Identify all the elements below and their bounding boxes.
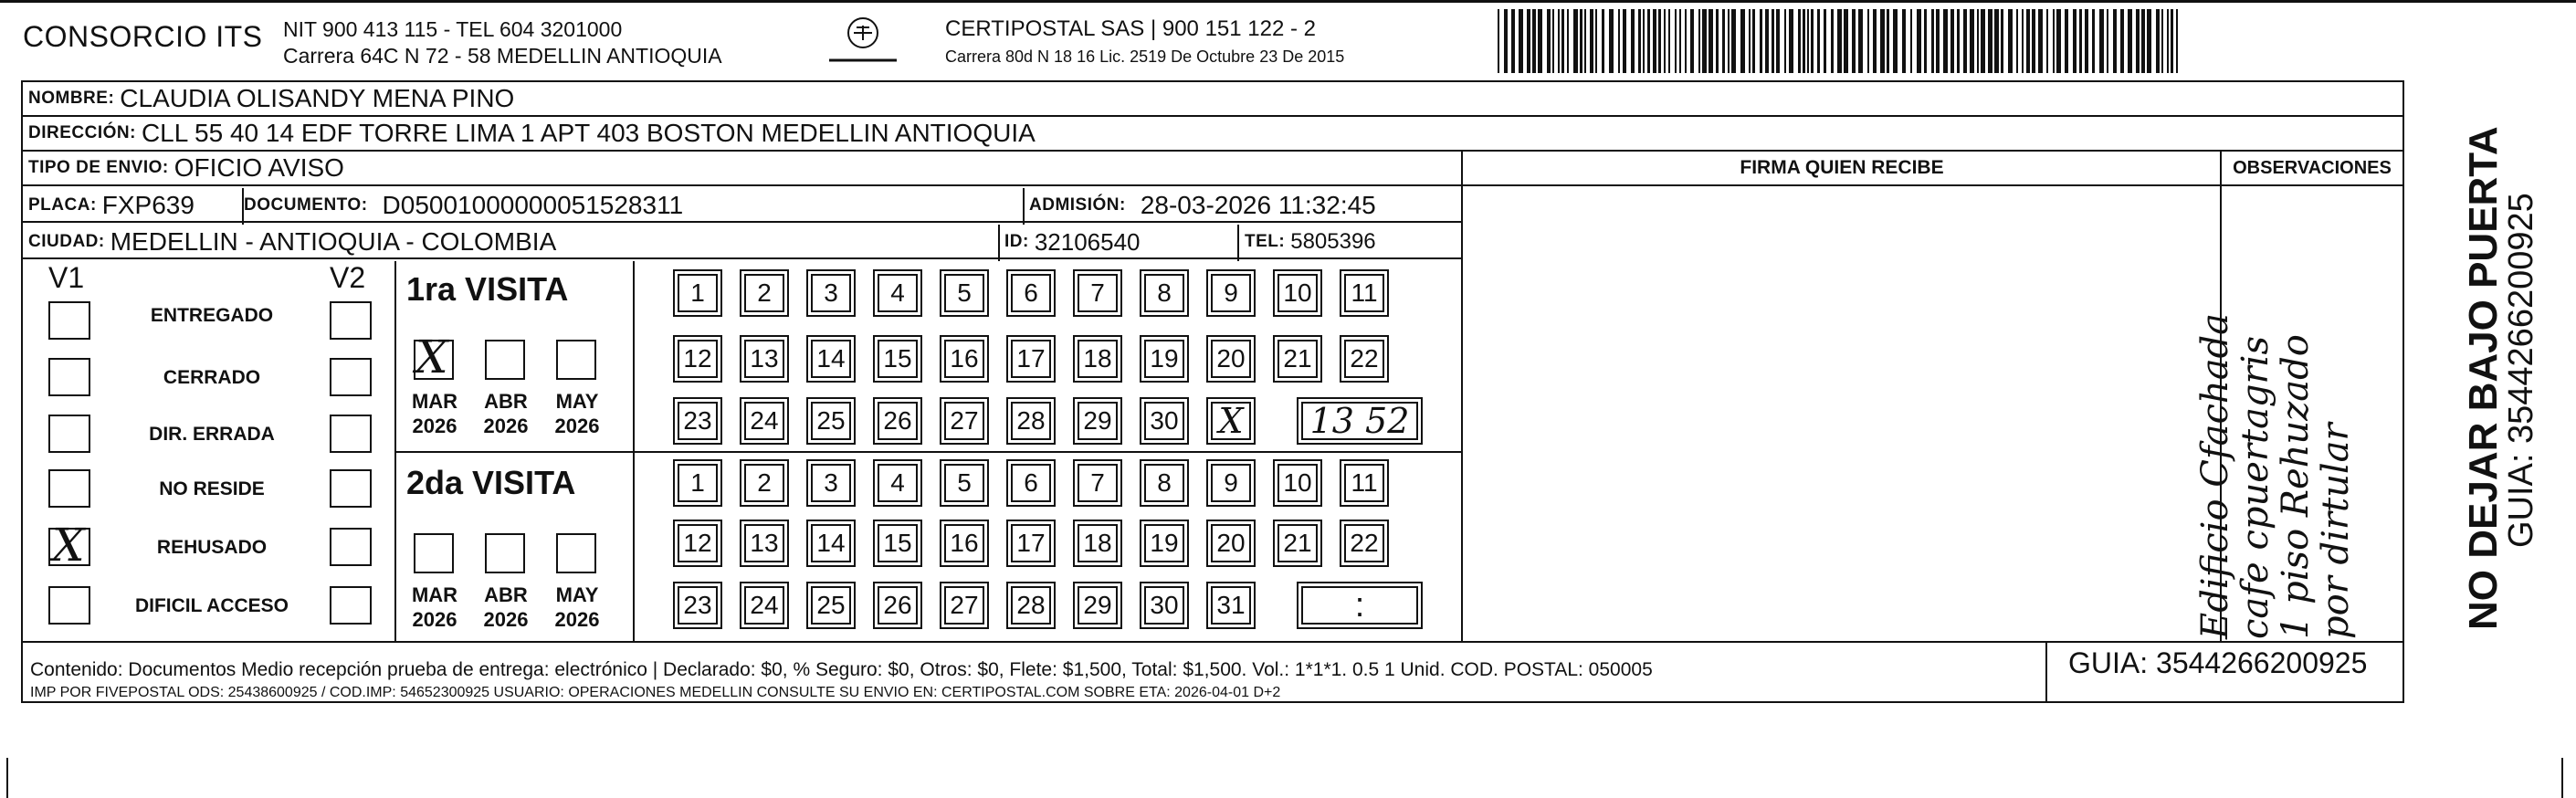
day-box[interactable]: 22 (1344, 524, 1384, 562)
barcode-bar (2085, 9, 2088, 73)
day-box[interactable]: 11 (1344, 274, 1384, 312)
barcode-bar (1844, 9, 1848, 73)
month-checkbox[interactable] (485, 533, 525, 573)
ciudad-label: CIUDAD: (28, 232, 105, 251)
id-value: 32106540 (1034, 227, 1141, 256)
day-box[interactable]: 9 (1211, 464, 1251, 502)
divider (242, 188, 244, 225)
status-reason: REHUSADO (156, 537, 268, 558)
barcode-bar (1924, 9, 1927, 73)
day-box[interactable]: 25 (811, 586, 851, 625)
barcode-bar (1950, 9, 1954, 73)
barcode-bar (2026, 9, 2030, 73)
barcode-bar (2079, 9, 2082, 73)
month-year: 2026 (554, 415, 600, 437)
month-label (474, 583, 538, 632)
barcode-bar (2176, 9, 2178, 73)
month-year: 2026 (412, 608, 457, 631)
barcode-bar (1776, 9, 1780, 73)
barcode-bar (2001, 9, 2003, 73)
barcode-bar (1623, 9, 1626, 73)
certipostal-logo (822, 13, 904, 68)
barcode-bar (1595, 9, 1597, 73)
v2-checkbox[interactable] (330, 469, 372, 508)
barcode-bar (1784, 9, 1786, 73)
day-box[interactable]: 12 (678, 340, 718, 378)
direccion-value: CLL 55 40 14 EDF TORRE LIMA 1 APT 403 BOSTON MEDELLIN ANTIOQUIA (141, 119, 1036, 147)
barcode-bar (2022, 9, 2024, 73)
day-box[interactable]: 10 (1277, 274, 1318, 312)
barcode-bar (1679, 9, 1681, 73)
month-check-mark: X (415, 331, 448, 383)
divider (998, 225, 1000, 261)
barcode-bar (1618, 9, 1620, 73)
barcode-bar (1873, 9, 1877, 73)
barcode-bar (1532, 9, 1536, 73)
barcode-bar (1647, 9, 1650, 73)
day-box[interactable]: 29 (1078, 402, 1118, 440)
day-box[interactable]: 20 (1211, 340, 1251, 378)
barcode-bar (1936, 9, 1940, 73)
barcode-bar (2171, 9, 2173, 73)
day-box[interactable]: 24 (744, 586, 784, 625)
barcode-bar (1709, 9, 1713, 73)
barcode-bar (1824, 9, 1826, 73)
day-box[interactable]: 17 (1011, 340, 1051, 378)
admision-cell (1029, 188, 1376, 223)
day-box[interactable]: 3 (811, 274, 851, 312)
v1-checkbox[interactable] (48, 358, 90, 396)
barcode-bar (1504, 9, 1508, 73)
day-31-mark[interactable]: X (1211, 402, 1251, 440)
admision-label: ADMISIÓN: (1029, 195, 1126, 215)
barcode-bar (1638, 9, 1641, 73)
day-box[interactable]: 28 (1011, 586, 1051, 625)
barcode-bar (1837, 9, 1842, 73)
day-box[interactable]: 20 (1211, 524, 1251, 562)
v1-checkbox[interactable] (48, 415, 90, 453)
day-box[interactable]: 14 (811, 524, 851, 562)
top-rule (0, 0, 2576, 3)
month-checkbox[interactable] (414, 533, 454, 573)
barcode-bar (1731, 9, 1736, 73)
barcode-bar (1893, 9, 1898, 73)
day-box[interactable]: 16 (944, 524, 984, 562)
barcode-bar (1811, 9, 1814, 73)
direccion-row (23, 117, 2403, 152)
visit1-title: 1ra VISITA (406, 270, 569, 308)
divider (1237, 225, 1239, 261)
barcode-bar (1561, 9, 1564, 73)
placa-cell (28, 188, 195, 223)
day-box[interactable]: 8 (1144, 274, 1184, 312)
barcode-bar (1957, 9, 1960, 73)
barcode-bar (1716, 9, 1719, 73)
barcode-bar (1698, 9, 1700, 73)
barcode-bar (2053, 9, 2055, 73)
barcode-bar (1527, 9, 1530, 73)
direccion-label: DIRECCIÓN: (28, 123, 136, 142)
barcode-bar (2073, 9, 2077, 73)
status-reason: DIFICIL ACCESO (134, 595, 289, 616)
barcode-bar (1977, 9, 1979, 73)
barcode-bar (1831, 9, 1834, 73)
day-box[interactable]: 26 (878, 402, 918, 440)
barcode-bar (1963, 9, 1967, 73)
day-box[interactable]: 11 (1344, 464, 1384, 502)
barcode-bar (1752, 9, 1755, 73)
month-checkbox[interactable] (485, 340, 525, 380)
tipo-row (23, 152, 1461, 186)
barcode-bar (1675, 9, 1677, 73)
day-box[interactable]: 4 (878, 274, 918, 312)
barcode-bar (1690, 9, 1694, 73)
nombre-row (23, 82, 2403, 117)
placa-label: PLACA: (28, 195, 97, 215)
day-box[interactable]: 23 (678, 402, 718, 440)
v2-checkbox[interactable] (330, 586, 372, 625)
day-box[interactable]: 18 (1078, 524, 1118, 562)
firma-divider (1461, 152, 1463, 643)
v1-checkbox[interactable] (48, 586, 90, 625)
month-label (403, 389, 467, 438)
month-year: 2026 (483, 415, 529, 437)
barcode-bar (1573, 9, 1578, 73)
nombre-label: NOMBRE: (28, 89, 115, 108)
barcode-bar (1580, 9, 1582, 73)
barcode-bar (1931, 9, 1934, 73)
barcode-bar (1887, 9, 1889, 73)
day-box[interactable]: 1 (678, 274, 718, 312)
status-reason: CERRADO (163, 367, 261, 388)
documento-cell (244, 188, 683, 223)
barcode-bar (1749, 9, 1751, 73)
barcode-bar (1519, 9, 1523, 73)
barcode-bar (1685, 9, 1687, 73)
day-box[interactable]: 4 (878, 464, 918, 502)
nit-line: NIT 900 413 115 - TEL 604 3201000 (283, 17, 623, 41)
month-name: MAR (411, 390, 458, 413)
barcode-bar (1643, 9, 1645, 73)
barcode-bar (1994, 9, 1999, 73)
barcode-bar (1538, 9, 1542, 73)
barcode-bar (2032, 9, 2035, 73)
barcode-bar (1902, 9, 1906, 73)
barcode-bar (1653, 9, 1656, 73)
day-box[interactable]: 5 (944, 274, 984, 312)
day-box[interactable]: 10 (1277, 464, 1318, 502)
company-name: CONSORCIO ITS (23, 20, 263, 53)
barcode-bar (1867, 9, 1869, 73)
company-contact (283, 16, 722, 69)
barcode-bar (1631, 9, 1635, 73)
barcode-bar (1658, 9, 1661, 73)
month-name: MAY (555, 583, 599, 606)
barcode-bar (2092, 9, 2095, 73)
barcode-bar (2038, 9, 2043, 73)
barcode-bar (2136, 9, 2140, 73)
ciudad-value: MEDELLIN - ANTIOQUIA - COLOMBIA (110, 227, 557, 256)
barcode-bar (1702, 9, 1707, 73)
placa-value: FXP639 (101, 191, 195, 219)
cut-marks (0, 758, 2576, 798)
divider (1023, 188, 1025, 225)
day-box[interactable]: 7 (1078, 464, 1118, 502)
v2-header: V2 (330, 261, 366, 294)
barcode-bar (1740, 9, 1745, 73)
firma-header: FIRMA QUIEN RECIBE (1463, 152, 2221, 186)
side-guia: GUIA: 3544266200925 (2502, 193, 2540, 548)
month-name: ABR (484, 390, 528, 413)
month-checkbox[interactable] (556, 340, 596, 380)
footer-imp: IMP POR FIVEPOSTAL ODS: 25438600925 / COD.IMP: 54652300925 USUARIO: OPERACIONES MEDELLIN CONSULTE SU ENVIO EN: CERTIPOSTAL.COM SOBRE ETA: 2026-04-01 D+2 (30, 685, 1281, 700)
day-box[interactable]: 6 (1011, 464, 1051, 502)
v2-checkbox[interactable] (330, 415, 372, 453)
month-year: 2026 (483, 608, 529, 631)
barcode-bar (2065, 9, 2068, 73)
barcode-bar (1552, 9, 1554, 73)
barcode-bar (1798, 9, 1801, 73)
barcode-bar (1668, 9, 1670, 73)
barcode-bar (2128, 9, 2132, 73)
day-box[interactable]: 21 (1277, 524, 1318, 562)
certipostal-name: CERTIPOSTAL SAS | 900 151 122 - 2 (945, 16, 1316, 41)
barcode-bar (1772, 9, 1774, 73)
barcode-bar (1817, 9, 1820, 73)
obs-line: cafe cpuertagris (2234, 336, 2276, 639)
day-box[interactable]: 1 (678, 464, 718, 502)
day-box[interactable]: 13 (744, 340, 784, 378)
no-dejar-bajo-puerta: NO DEJAR BAJO PUERTA (2461, 126, 2506, 630)
nombre-value: CLAUDIA OLISANDY MENA PINO (120, 84, 515, 112)
footer-contenido: Contenido: Documentos Medio recepción prueba de entrega: electrónico | Declarado: $0, % Seguro: $0, Otros: $0, Flete: $1,500, Total: $1,500. Vol.: 1*1*1. 0.5 1 Unid. COD. POSTAL: 050005 (30, 659, 1653, 680)
v2-checkbox[interactable] (330, 358, 372, 396)
tipo-value: OFICIO AVISO (173, 153, 344, 182)
tel-value: 5805396 (1290, 229, 1376, 254)
barcode-bar (1910, 9, 1912, 73)
tel-cell (1245, 225, 1376, 259)
day-box[interactable]: 30 (1144, 402, 1184, 440)
barcode-bar (1803, 9, 1805, 73)
month-label (545, 389, 609, 438)
visit2-time[interactable]: : (1301, 586, 1418, 625)
barcode-bar (1807, 9, 1809, 73)
day-box[interactable]: 19 (1144, 340, 1184, 378)
guide-form (21, 80, 2404, 703)
obs-line: Edificio Cfachada (2194, 313, 2236, 639)
barcode-bar (1943, 9, 1948, 73)
day-box[interactable]: 13 (744, 524, 784, 562)
certipostal-address: Carrera 80d N 18 16 Lic. 2519 De Octubre 23 De 2015 (945, 47, 1345, 66)
barcode-bar (1880, 9, 1885, 73)
barcode-bar (1609, 9, 1614, 73)
v1-checkbox[interactable] (48, 301, 90, 340)
barcode-bar (1664, 9, 1666, 73)
barcode-bar (2107, 9, 2108, 73)
barcode-bar (2099, 9, 2104, 73)
barcode-bar (2167, 9, 2169, 73)
barcode-bar (1584, 9, 1586, 73)
id-cell (1004, 225, 1141, 259)
barcode-bar (1498, 9, 1499, 73)
month-name: MAY (555, 390, 599, 413)
barcode-bar (1970, 9, 1974, 73)
day-box[interactable]: 30 (1144, 586, 1184, 625)
day-box[interactable]: 28 (1011, 402, 1051, 440)
day-box[interactable]: 5 (944, 464, 984, 502)
day-box[interactable]: 23 (678, 586, 718, 625)
footer-guia-divider (2045, 641, 2047, 701)
day-box[interactable]: 26 (878, 586, 918, 625)
day-box[interactable]: 9 (1211, 274, 1251, 312)
day-box[interactable]: 2 (744, 274, 784, 312)
day-box[interactable]: 16 (944, 340, 984, 378)
barcode-bar (1852, 9, 1856, 73)
address-line: Carrera 64C N 72 - 58 MEDELLIN ANTIOQUIA (283, 44, 722, 68)
barcode-bar (1602, 9, 1604, 73)
observaciones-header: OBSERVACIONES (2222, 152, 2403, 186)
barcode-bar (1981, 9, 1985, 73)
barcode-bar (1722, 9, 1725, 73)
obs-line: por dirtular (2315, 423, 2357, 639)
day-box[interactable]: 18 (1078, 340, 1118, 378)
admision-value: 28-03-2026 11:32:45 (1140, 191, 1376, 219)
barcode-bar (2161, 9, 2163, 73)
month-label (403, 583, 467, 632)
day-box[interactable]: 29 (1078, 586, 1118, 625)
day-box[interactable]: 14 (811, 340, 851, 378)
barcode-bar (1789, 9, 1793, 73)
barcode-bar (2120, 9, 2124, 73)
day-box[interactable]: 31 (1211, 586, 1251, 625)
month-label (474, 389, 538, 438)
footer-guia: GUIA: 3544266200925 (2068, 646, 2368, 679)
barcode-bar (1590, 9, 1593, 73)
day-box[interactable]: 6 (1011, 274, 1051, 312)
day-box[interactable]: 27 (944, 402, 984, 440)
day-box[interactable]: 3 (811, 464, 851, 502)
month-label (545, 583, 609, 632)
day-box[interactable]: 7 (1078, 274, 1118, 312)
day-box[interactable]: 17 (1011, 524, 1051, 562)
barcode-bar (1988, 9, 1992, 73)
barcode-bar (1760, 9, 1762, 73)
status-reason: DIR. ERRADA (149, 424, 275, 445)
documento-value: D05001000000051528311 (382, 191, 684, 219)
visit1-time[interactable]: 13 52 (1301, 402, 1418, 440)
barcode-bar (1511, 9, 1515, 73)
day-box[interactable]: 15 (878, 340, 918, 378)
month-year: 2026 (412, 415, 457, 437)
v1-checkbox[interactable] (48, 469, 90, 508)
v1-header: V1 (48, 261, 85, 294)
day-box[interactable]: 2 (744, 464, 784, 502)
barcode-bar (1547, 9, 1551, 73)
barcode-bar (1558, 9, 1560, 73)
visit2-title: 2da VISITA (406, 464, 576, 501)
barcode-bar (1728, 9, 1730, 73)
barcode-bar (2008, 9, 2013, 73)
barcode-bar (1567, 9, 1569, 73)
observaciones-handwriting (2195, 183, 2356, 639)
day-box[interactable]: 25 (811, 402, 851, 440)
barcode (1498, 9, 2182, 73)
v1-check-mark: X (52, 519, 85, 572)
documento-label: DOCUMENTO: (244, 195, 368, 215)
barcode-bar (1765, 9, 1769, 73)
id-label: ID: (1004, 232, 1029, 251)
day-box[interactable]: 15 (878, 524, 918, 562)
barcode-bar (2056, 9, 2061, 73)
visit-divider (394, 451, 1461, 453)
month-name: ABR (484, 583, 528, 606)
month-year: 2026 (554, 608, 600, 631)
day-box[interactable]: 27 (944, 586, 984, 625)
ciudad-cell (28, 225, 556, 259)
barcode-bar (2046, 9, 2048, 73)
barcode-bar (2156, 9, 2160, 73)
v2-checkbox[interactable] (330, 301, 372, 340)
v2-checkbox[interactable] (330, 528, 372, 566)
tel-label: TEL: (1245, 232, 1286, 251)
day-box[interactable]: 19 (1144, 524, 1184, 562)
day-box[interactable]: 12 (678, 524, 718, 562)
day-box[interactable]: 21 (1277, 340, 1318, 378)
day-box[interactable]: 8 (1144, 464, 1184, 502)
barcode-bar (1858, 9, 1863, 73)
barcode-bar (1917, 9, 1921, 73)
barcode-bar (2141, 9, 2145, 73)
tipo-label: TIPO DE ENVIO: (28, 158, 169, 177)
status-reason: NO RESIDE (159, 478, 265, 499)
barcode-bar (2113, 9, 2117, 73)
certipostal-info (945, 16, 1344, 67)
status-reason: ENTREGADO (150, 305, 274, 326)
month-checkbox[interactable] (556, 533, 596, 573)
month-name: MAR (411, 583, 458, 606)
day-box[interactable]: 22 (1344, 340, 1384, 378)
day-box[interactable]: 24 (744, 402, 784, 440)
barcode-bar (2016, 9, 2018, 73)
obs-line: 1 piso Rehuzado (2275, 334, 2317, 639)
barcode-bar (2147, 9, 2151, 73)
